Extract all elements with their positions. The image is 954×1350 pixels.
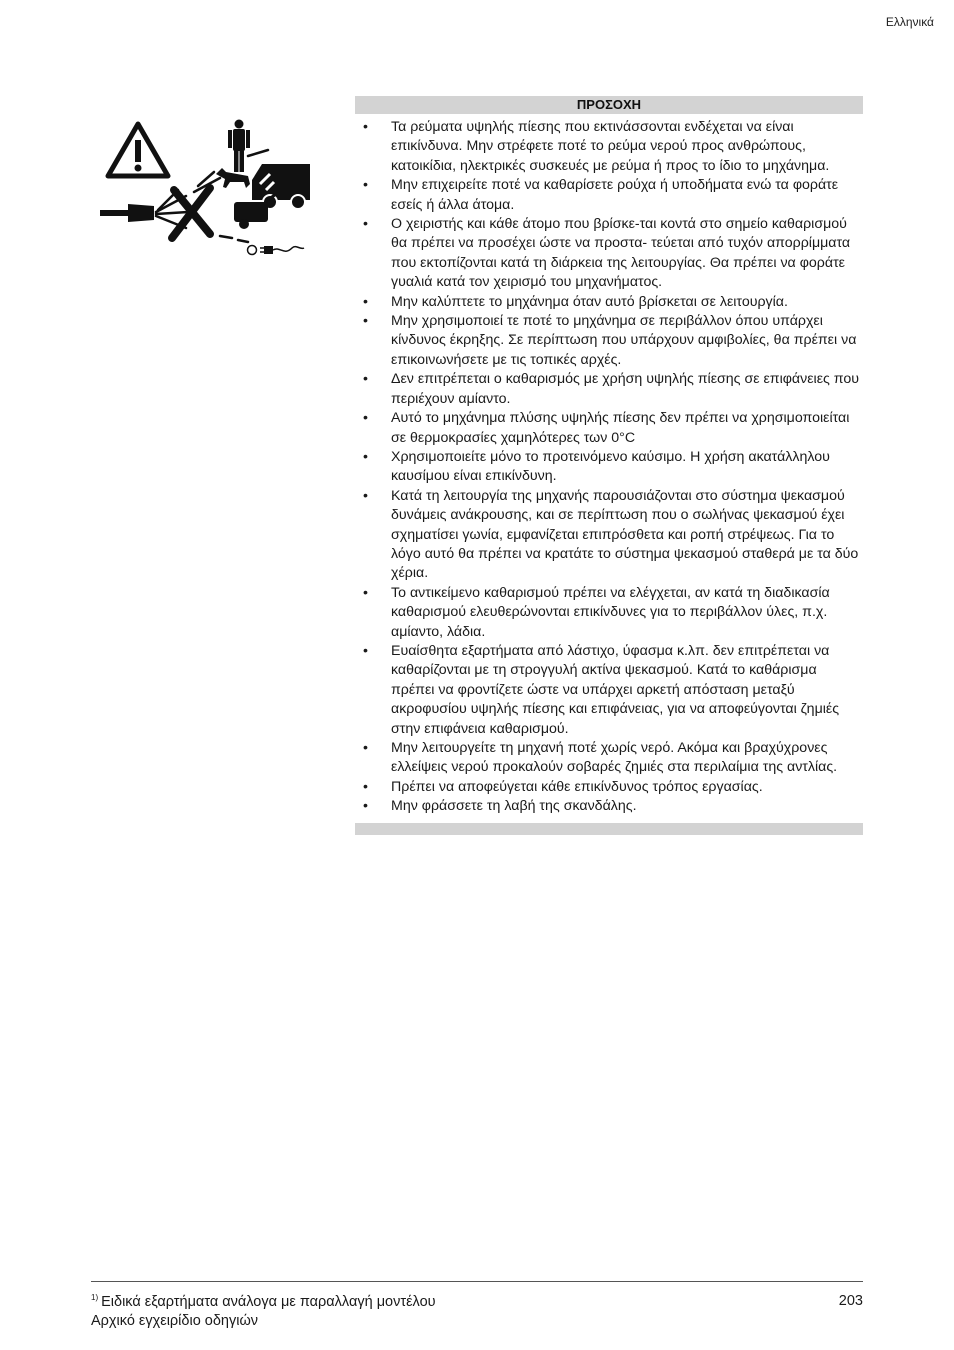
caution-item: • Μην χρησιμοποιεί τε ποτέ το μηχάνημα σε περιβάλλον όπου υπάρχει κίνδυνος έκρηξης. Σε περίπτωση που υπάρχουν αμφιβολίες, θα πρέπει να επικοινωνήσετε με τις τοπικές αρχές. bbox=[355, 312, 863, 370]
caution-box bbox=[355, 96, 863, 835]
warning-triangle-icon bbox=[108, 124, 168, 176]
caution-item: • Ευαίσθητα εξαρτήματα από λάστιχο, ύφασμα κ.λπ. δεν επιτρέπεται να καθαρίζονται με τη στρογγυλή ακτίνα ψεκασμού. Κατά το καθάρισμα πρέπει να φροντίζετε ώστε να υπάρχει αρκετή απόσταση μεταξύ ακροφυσίου υψηλής πίεσης και επιφάνειας, για να αποφεύγονται ζημιές στην επιφάνεια καθαρισμού. bbox=[355, 642, 863, 739]
caution-item: • Το αντικείμενο καθαρισμού πρέπει να ελέγχεται, αν κατά τη διαδικασία καθαρισμού ελευθερώνονται επικίνδυνες για το περιβάλλον ύλες, π.χ. αμίαντο, λάδια. bbox=[355, 584, 863, 642]
page-number: 203 bbox=[838, 1293, 863, 1309]
spray-lance-icon bbox=[100, 204, 154, 222]
person-icon bbox=[228, 120, 250, 173]
footnote bbox=[91, 1293, 436, 1310]
caution-item: • Μην λειτουργείτε τη μηχανή ποτέ χωρίς νερό. Ακόμα και βραχύχρονες ελλείψεις νερού προκαλούν σοβαρές ζημιές στα περιλαίμια της αντλίας. bbox=[355, 739, 863, 778]
caution-item: • Πρέπει να αποφεύγεται κάθε επικίνδυνος τρόπος εργασίας. bbox=[355, 778, 863, 797]
caution-item: • Μην επιχειρείτε ποτέ να καθαρίσετε ρούχα ή υποδήματα ενώ τα φοράτε εσείς ή άλλα άτομα. bbox=[355, 176, 863, 215]
caution-title: ΠΡΟΣΟΧΗ bbox=[355, 96, 863, 114]
footnote-marker: 1) bbox=[91, 1293, 99, 1302]
manual-title: Αρχικό εγχειρίδιο οδηγιών bbox=[91, 1313, 259, 1329]
footer-divider bbox=[91, 1281, 863, 1282]
caution-item: • Δεν επιτρέπεται ο καθαρισμός με χρήση υψηλής πίεσης σε επιφάνειες που περιέχουν αμίαντο. bbox=[355, 370, 863, 409]
safety-warning-illustration bbox=[98, 116, 310, 266]
caution-item: • Τα ρεύματα υψηλής πίεσης που εκτινάσσονται ενδέχεται να είναι επικίνδυνα. Μην στρέφετε ποτέ το ρεύμα νερού προς ανθρώπους, κατοικίδια, ηλεκτρικές συσκευές με ρεύμα ή προς το ίδιο το μηχάνημα. bbox=[355, 118, 863, 176]
caution-item: • Ο χειριστής και κάθε άτομο που βρίσκε-ται κοντά στο σημείο καθαρισμού θα πρέπει να προσέχει ώστε να προστα- τεύεται από τυχόν απορρίμματα που εκτοπίζονται κατά τη διάρκεια της λειτουργίας. Θα πρέπει να φοράτε γυαλιά κατά τον χειρισμό του μηχανήματος. bbox=[355, 215, 863, 293]
water-spray-lines bbox=[156, 150, 268, 242]
caution-item: • Χρησιμοποιείτε μόνο το προτεινόμενο καύσιμο. Η χρήση ακατάλληλου καυσίμου είναι επικίνδυνη. bbox=[355, 448, 863, 487]
electric-plug-icon bbox=[248, 246, 305, 255]
caution-item: • Μην καλύπτετε το μηχάνημα όταν αυτό βρίσκεται σε λειτουργία. bbox=[355, 293, 863, 312]
caution-list bbox=[355, 118, 863, 817]
caution-item: • Κατά τη λειτουργία της μηχανής παρουσιάζονται στο σύστημα ψεκασμού δυνάμεις ανάκρουσης, και σε περίπτωση που ο σωλήνας ψεκασμού έχει σχηματίσει γωνία, εμφανίζεται επιπρόσθετα και ροπή στρέψεως. Για το λόγο αυτό θα πρέπει να κρατάτε το σύστημα ψεκασμού σταθερά με τα δύο χέρια. bbox=[355, 487, 863, 584]
caution-item: • Μην φράσσετε τη λαβή της σκανδάλης. bbox=[355, 797, 863, 816]
warning-pictogram bbox=[98, 116, 310, 266]
footnote-text: Ειδικά εξαρτήματα ανάλογα με παραλλαγή μοντέλου bbox=[101, 1294, 436, 1310]
language-label: Ελληνικά bbox=[885, 15, 934, 29]
caution-item: • Αυτό το μηχάνημα πλύσης υψηλής πίεσης δεν πρέπει να χρησιμοποιείται σε θερμοκρασίες χαμηλότερες των 0°C bbox=[355, 409, 863, 448]
caution-box-bottom-bar bbox=[355, 823, 863, 835]
